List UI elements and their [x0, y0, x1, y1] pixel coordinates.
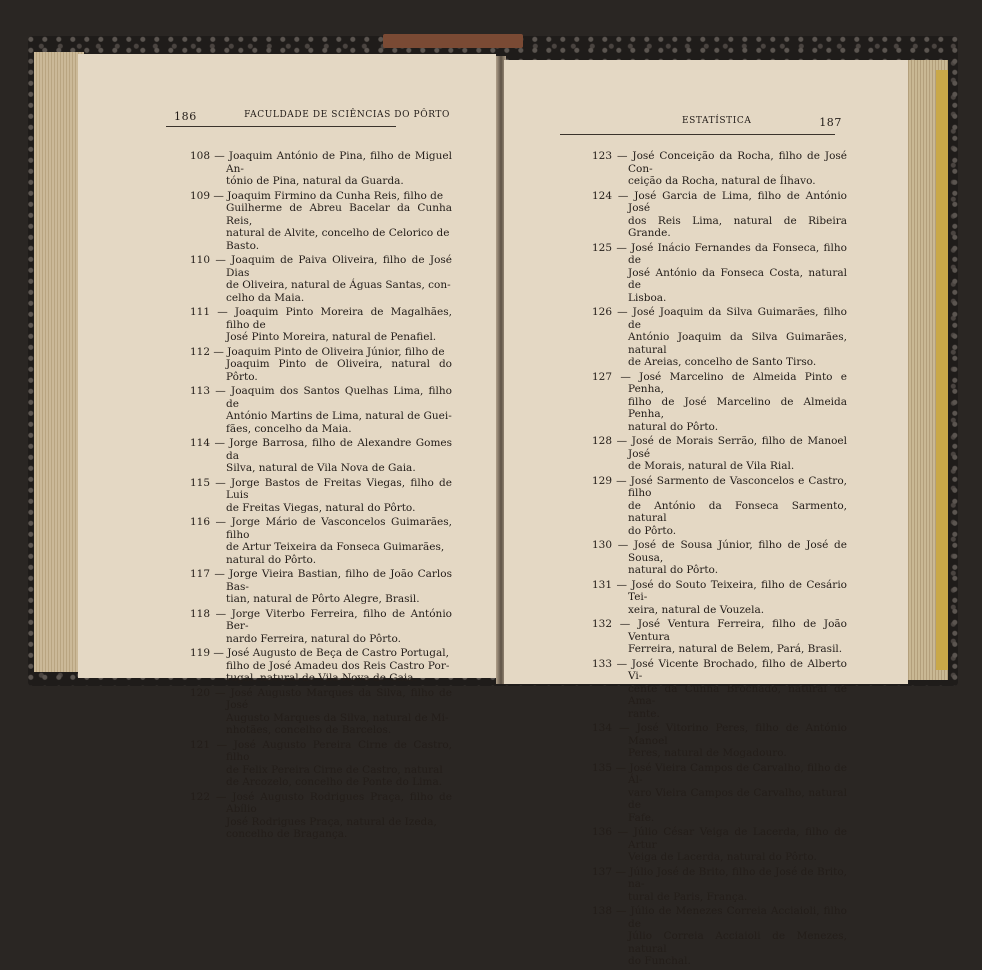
entry-number: 115 — [190, 476, 211, 489]
running-head: ESTATÍSTICA — [682, 116, 752, 126]
entry-number: 114 — [190, 437, 211, 449]
header-rule — [166, 126, 396, 127]
entry-line: natural do Pôrto. — [628, 420, 719, 433]
list-item — [190, 385, 452, 435]
entry-line: de António da Fonseca Sarmento, natural — [628, 499, 847, 524]
entry-number: 130 — [592, 539, 613, 551]
list-item — [592, 435, 847, 473]
entry-line: de Felix Pereira Cirne de Castro, natural — [226, 763, 443, 776]
list-item — [592, 475, 847, 538]
entry-first-line: 138 — Júlio de Menezes Correia Acciaioli, filho de — [592, 905, 847, 930]
entry-line: tónio de Pina, natural da Guarda. — [226, 175, 404, 187]
list-item — [592, 826, 847, 864]
list-item — [190, 568, 452, 606]
entry-first-line: 110 — Joaquim de Paiva Oliveira, filho de José Dias — [190, 254, 452, 279]
entry-first-line: 123 — José Conceição da Rocha, filho de José Con- — [592, 150, 847, 175]
entry-line: fães, concelho da Maia. — [226, 422, 352, 435]
list-item — [190, 150, 452, 188]
entry-list — [592, 150, 847, 970]
entry-line: rante. — [628, 707, 660, 720]
list-item — [592, 762, 847, 825]
entry-line: natural do Pôrto. — [628, 564, 719, 576]
entry-number: 134 — [592, 722, 613, 734]
entry-line: natural do Pôrto. — [226, 553, 317, 566]
entry-line: tugal, natural de Vila Nova de Gaia. — [226, 672, 417, 684]
list-item — [592, 242, 847, 305]
entry-first-line: 114 — Jorge Barrosa, filho de Alexandre Gomes da — [190, 437, 452, 462]
entry-line: José Pinto Moreira, natural de Penafiel. — [226, 331, 437, 343]
entry-line: tian, natural de Pôrto Alegre, Brasil. — [226, 593, 420, 605]
entry-line: do Funchal. — [628, 955, 691, 967]
entry-number: 109 — [190, 189, 211, 202]
entry-line: filho de José Marcelino de Almeida Penha, — [628, 395, 847, 420]
list-item — [592, 579, 847, 617]
right-page-header — [562, 116, 842, 129]
entry-first-line: 132 — José Ventura Ferreira, filho de João Ventura — [592, 618, 847, 643]
entry-number: 121 — [190, 738, 211, 751]
entry-first-line: 112 — Joaquim Pinto de Oliveira Júnior, filho de — [190, 345, 445, 358]
list-item — [190, 437, 452, 475]
entry-first-line: 120 — José Augusto Marques da Silva, filho de José — [190, 686, 452, 711]
entry-line: Augusto Marques da Silva, natural de Mi- — [226, 711, 449, 724]
list-item — [190, 516, 452, 566]
entry-first-line: 125 — José Inácio Fernandes da Fonseca, filho de — [592, 241, 847, 266]
right-page — [504, 60, 908, 967]
ribbon-band — [936, 70, 948, 670]
entry-number: 116 — [190, 516, 211, 528]
entry-line: José Rodrigues Praça, natural de Izeda, — [226, 815, 437, 828]
entry-first-line: 108 — Joaquim António de Pina, filho de Miguel An- — [190, 150, 452, 175]
entry-first-line: 124 — José Garcia de Lima, filho de António José — [592, 189, 847, 214]
entry-number: 132 — [592, 618, 613, 630]
entry-line: de Freitas Viegas, natural do Pôrto. — [226, 501, 416, 514]
entry-first-line: 115 — Jorge Bastos de Freitas Viegas, filho de Luis — [190, 476, 452, 501]
entry-line: Júlio Correia Acciaioli de Menezes, natural — [628, 930, 847, 955]
entry-number: 117 — [190, 568, 211, 580]
entry-line: filho de José Amadeu dos Reis Castro Por- — [226, 659, 450, 672]
entry-list — [190, 150, 452, 843]
header-rule — [560, 134, 835, 135]
entry-number: 133 — [592, 657, 613, 670]
entry-line: Veiga de Lacerda, natural do Pôrto. — [628, 851, 817, 863]
entry-line: António Martins de Lima, natural de Guei- — [226, 410, 452, 422]
book-spine — [383, 34, 523, 48]
entry-line: Basto. — [226, 239, 260, 252]
entry-first-line: 121 — José Augusto Pereira Cirne de Castro, filho — [190, 738, 452, 763]
entry-number: 127 — [592, 370, 613, 383]
entry-first-line: 118 — Jorge Viterbo Ferreira, filho de António Ber- — [190, 607, 452, 632]
list-item — [592, 658, 847, 721]
entry-number: 123 — [592, 150, 613, 162]
entry-line: nhotães, concelho de Barcelos. — [226, 724, 392, 736]
entry-line: de Morais, natural de Vila Rial. — [628, 460, 795, 472]
entry-line: concelho de Bragança. — [226, 828, 348, 840]
list-item — [592, 618, 847, 656]
entry-number: 138 — [592, 905, 613, 917]
list-item — [190, 647, 452, 685]
entry-first-line: 117 — Jorge Vieira Bastian, filho de João Carlos Bas- — [190, 568, 452, 593]
entry-number: 110 — [190, 254, 211, 266]
entry-number: 122 — [190, 790, 211, 803]
list-item — [592, 722, 847, 760]
entry-line: Fafe. — [628, 811, 655, 824]
list-item — [190, 254, 452, 304]
list-item — [190, 346, 452, 384]
entry-line: de Arcozelo, concelho de Ponte do Lima. — [226, 776, 443, 788]
list-item — [190, 608, 452, 646]
list-item — [592, 306, 847, 369]
list-item — [592, 905, 847, 968]
running-head: FACULDADE DE SCIÊNCIAS DO PÔRTO — [244, 110, 450, 120]
entry-line: natural de Alvite, concelho de Celorico de — [226, 227, 450, 239]
entry-line: tural de Paris, França. — [628, 890, 748, 903]
list-item — [190, 477, 452, 515]
list-item — [592, 150, 847, 188]
entry-number: 111 — [190, 306, 211, 318]
entry-first-line: 122 — José Augusto Rodrigues Praça, filho de Abílio — [190, 790, 452, 815]
left-page-header — [174, 110, 474, 123]
list-item — [190, 687, 452, 737]
entry-line: varo Vieira Campos de Carvalho, natural de — [628, 786, 847, 811]
entry-line: xeira, natural de Vouzela. — [628, 603, 765, 616]
page-number: 186 — [174, 110, 197, 123]
entry-line: António Joaquim da Silva Guimarães, natural — [628, 331, 847, 356]
entry-number: 126 — [592, 306, 613, 318]
page-number: 187 — [819, 116, 842, 129]
list-item — [592, 866, 847, 904]
entry-line: de Areias, concelho de Santo Tirso. — [628, 356, 817, 368]
entry-first-line: 134 — José Vitorino Peres, filho de António Manoel — [592, 722, 847, 747]
list-item — [190, 739, 452, 789]
list-item — [592, 190, 847, 240]
entry-line: Guilherme de Abreu Bacelar da Cunha Reis, — [226, 202, 452, 227]
entry-number: 120 — [190, 686, 211, 699]
list-item — [592, 539, 847, 577]
entry-line: Silva, natural de Vila Nova de Gaia. — [226, 462, 416, 474]
entry-line: de Oliveira, natural de Águas Santas, con- — [226, 279, 451, 291]
entry-first-line: 127 — José Marcelino de Almeida Pinto e Penha, — [592, 370, 847, 395]
entry-number: 137 — [592, 865, 613, 878]
list-item — [190, 190, 452, 253]
entry-number: 124 — [592, 189, 613, 202]
entry-number: 129 — [592, 474, 613, 487]
entry-line: dos Reis Lima, natural de Ribeira Grande. — [628, 214, 847, 239]
entry-line: Joaquim Pinto de Oliveira, natural do Pôrto. — [226, 358, 452, 383]
entry-first-line: 113 — Joaquim dos Santos Quelhas Lima, filho de — [190, 385, 452, 410]
entry-first-line: 130 — José de Sousa Júnior, filho de José de Sousa, — [592, 539, 847, 564]
entry-number: 108 — [190, 150, 211, 162]
entry-line: de Artur Teixeira da Fonseca Guimarães, — [226, 541, 445, 553]
entry-first-line: 129 — José Sarmento de Vasconcelos e Castro, filho — [592, 474, 847, 499]
entry-first-line: 119 — José Augusto de Beça de Castro Portugal, — [190, 647, 449, 659]
entry-line: do Pôrto. — [628, 524, 677, 537]
entry-line: José António da Fonseca Costa, natural de — [628, 266, 847, 291]
entry-number: 113 — [190, 385, 211, 397]
entry-first-line: 137 — Júlio José de Brito, filho de José de Brito, na- — [592, 865, 847, 890]
entry-number: 128 — [592, 435, 613, 447]
entry-first-line: 111 — Joaquim Pinto Moreira de Magalhães, filho de — [190, 306, 452, 331]
entry-number: 112 — [190, 345, 211, 358]
entry-number: 118 — [190, 607, 211, 620]
entry-line: ceição da Rocha, natural de Ílhavo. — [628, 175, 816, 187]
entry-line: nardo Ferreira, natural do Pôrto. — [226, 632, 401, 645]
entry-line: Peres, natural de Mogadouro. — [628, 747, 787, 759]
entry-first-line: 135 — José Vieira Campos de Carvalho, filho de Ál- — [592, 761, 847, 786]
list-item — [190, 306, 452, 344]
entry-line: cente da Cunha Brochado, natural de Ama- — [628, 682, 847, 707]
page-edges-left — [34, 52, 84, 672]
entry-line: celho da Maia. — [226, 291, 305, 304]
entry-number: 131 — [592, 578, 613, 591]
entry-first-line: 136 — Júlio César Veiga de Lacerda, filho de Artur — [592, 826, 847, 851]
entry-number: 119 — [190, 647, 211, 659]
entry-number: 125 — [592, 241, 613, 254]
entry-first-line: 133 — José Vicente Brochado, filho de Alberto Vi- — [592, 657, 847, 682]
entry-line: Ferreira, natural de Belem, Pará, Brasil. — [628, 643, 843, 655]
entry-first-line: 128 — José de Morais Serrão, filho de Manoel José — [592, 435, 847, 460]
entry-first-line: 116 — Jorge Mário de Vasconcelos Guimarães, filho — [190, 516, 452, 541]
list-item — [190, 791, 452, 841]
left-page — [78, 54, 496, 840]
entry-line: Lisboa. — [628, 291, 667, 304]
entry-first-line: 126 — José Joaquim da Silva Guimarães, filho de — [592, 306, 847, 331]
entry-first-line: 131 — José do Souto Teixeira, filho de Cesário Tei- — [592, 578, 847, 603]
list-item — [592, 371, 847, 434]
entry-number: 136 — [592, 826, 613, 838]
entry-number: 135 — [592, 761, 613, 774]
entry-first-line: 109 — Joaquim Firmino da Cunha Reis, filho de — [190, 189, 444, 202]
